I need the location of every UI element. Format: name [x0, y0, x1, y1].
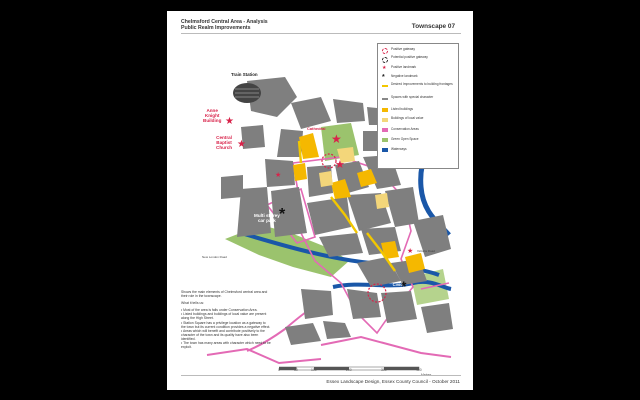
notes-item-text: Areas which will benefit and contribute positively to the character of the town and its quality have also been identified.: [181, 328, 265, 341]
notes-heading: What it tells us:: [181, 301, 204, 306]
document-page: [167, 11, 473, 390]
notes-item-text: Station Square has a privilege location as a gateway to the town but its current condition provides a negative effect.: [181, 320, 271, 329]
legend-label: Listed buildings: [391, 107, 413, 111]
legend-label: Waterways: [391, 147, 407, 151]
star-icon: ★: [237, 139, 246, 150]
dashed-circle-icon: [382, 57, 388, 63]
star-icon: ★: [335, 159, 345, 171]
car-park-label: [254, 213, 280, 223]
bullet-icon: •: [181, 328, 183, 333]
scale-tick: 0: [278, 368, 280, 372]
header-divider: [181, 33, 461, 34]
line-icon: [382, 98, 388, 100]
baptist-line-3: Church: [216, 145, 233, 151]
footer-credit: Essex Landscape Design, Essex County Council - October 2011: [326, 379, 460, 384]
baptist-line-1: Central: [216, 135, 232, 140]
train-station-label: Train Station: [231, 72, 258, 77]
document-subtitle: Public Realm Improvements: [181, 25, 251, 31]
anne-knight-line-2: Knight: [204, 113, 220, 119]
star-icon: ★: [407, 248, 414, 255]
asterisk-icon: *: [401, 278, 407, 294]
bullet-icon: •: [181, 312, 184, 317]
map-legend: [377, 43, 459, 169]
road-label: Victoria Road: [417, 249, 435, 253]
legend-label: Negative landmark: [391, 74, 418, 78]
notes-item: [181, 341, 271, 349]
legend-label: Positive landmark: [391, 65, 417, 69]
analysis-notes: [181, 290, 271, 349]
scale-bar: [279, 361, 443, 375]
asterisk-icon: *: [279, 206, 286, 223]
notes-item-text: Listed buildings and buildings of local value are present along the High Street.: [181, 312, 267, 321]
square-icon: [382, 148, 388, 152]
star-icon: ★: [331, 132, 342, 146]
notes-item-text: Most of the area is falls under Conservation Area.: [183, 308, 258, 313]
baptist-line-2: Baptist: [216, 140, 232, 146]
square-icon: [382, 128, 388, 132]
footer-divider: [181, 375, 461, 376]
notes-item-text: The town has many areas with character which need to be exploit.: [181, 341, 271, 350]
notes-item: [181, 312, 271, 320]
scale-tick: 400: [416, 368, 422, 372]
civic-centre-label: [391, 282, 404, 292]
road-label: New London Road: [202, 255, 227, 259]
bullet-icon: •: [181, 320, 184, 325]
legend-label: Conservation Areas: [391, 127, 419, 131]
notes-item: [181, 321, 271, 329]
document-title: Chelmsford Central Area - Analysis: [181, 19, 268, 25]
scale-tick: 300: [381, 368, 387, 372]
notes-item: [181, 329, 271, 341]
anne-knight-label: [203, 108, 221, 124]
line-icon: [382, 85, 388, 87]
baptist-church-label: [216, 135, 232, 151]
dashed-circle-icon: [382, 48, 388, 54]
bullet-icon: •: [181, 308, 184, 313]
bullet-icon: •: [181, 341, 184, 346]
legend-label: Positive gateway: [391, 47, 415, 51]
legend-label: Buildings of local value: [391, 116, 424, 120]
train-station-building: [233, 83, 261, 103]
star-icon: ★: [382, 64, 387, 71]
notes-list: [181, 308, 271, 349]
civic-line-2: Centre: [391, 287, 405, 293]
anne-knight-line-1: Anne: [206, 108, 218, 113]
civic-line-1: Civic: [392, 282, 403, 287]
legend-label: Desired Improvements to building frontages: [391, 82, 453, 86]
legend-label: Potential positive gateway: [391, 55, 428, 59]
square-icon: [382, 118, 388, 122]
car-park-line-1: Multi storey: [254, 213, 280, 218]
legend-label: Green Open Space: [391, 137, 419, 141]
square-icon: [382, 108, 388, 112]
scale-tick: 50: [294, 368, 298, 372]
star-icon: ★: [275, 172, 282, 179]
section-title: Townscape 07: [411, 23, 455, 30]
asterisk-icon: *: [382, 73, 385, 81]
scale-tick: 100: [311, 368, 317, 372]
car-park-line-2: car park: [257, 218, 276, 224]
notes-intro: Shows the main elements of Chelmsford central area and their role in the townscape.: [181, 290, 268, 299]
scale-tick: 200: [346, 368, 352, 372]
square-icon: [382, 138, 388, 142]
cathedral-label: Cathedral: [307, 126, 326, 131]
star-icon: ★: [225, 116, 234, 127]
legend-label: Spaces with special character: [391, 95, 434, 99]
anne-knight-line-3: Building: [203, 118, 222, 124]
